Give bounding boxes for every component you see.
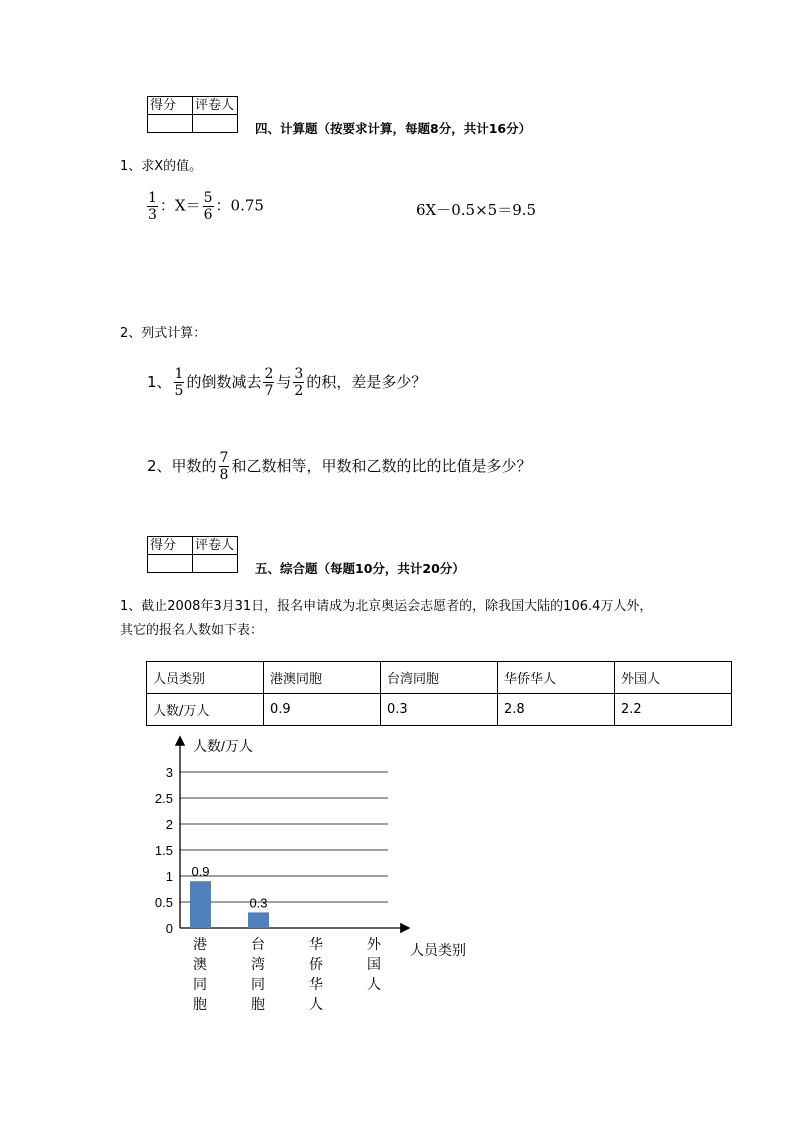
x-category-char: 湾 (251, 957, 265, 973)
y-tick-label: 0 (165, 921, 173, 936)
y-tick-label: 1.5 (154, 843, 173, 858)
x-category-char: 华 (309, 937, 323, 953)
fraction: $\frac{1}{5}$ (174, 366, 184, 399)
table-cell: 0.3 (381, 694, 498, 726)
x-category-char: 同 (193, 977, 207, 993)
table-cell: 2.8 (498, 694, 615, 726)
x-category-char: 人 (367, 977, 381, 993)
x-axis-label: 人员类别 (410, 942, 466, 958)
fraction: $\frac{3}{2}$ (294, 366, 304, 399)
table-cell: 华侨华人 (498, 662, 615, 694)
x-category-char: 国 (367, 957, 381, 973)
x-category-char: 侨 (309, 957, 323, 973)
x-category-char: 台 (251, 937, 265, 953)
y-axis-label: 人数/万人 (193, 738, 253, 754)
table-cell: 台湾同胞 (381, 662, 498, 694)
section5-title: 五、综合题（每题10分，共计20分） (255, 561, 465, 576)
bar-data-label: 0.9 (191, 864, 210, 880)
table-cell: 人数/万人 (147, 694, 264, 726)
y-tick-label: 0.5 (154, 895, 173, 910)
q2-sub2: 2、甲数的 $\frac{7}{8}$ 和乙数相等，甲数和乙数的比的比值是多少？ (147, 450, 532, 483)
equation-1: $\frac{1}{3}$ ：X＝ $\frac{5}{6}$ ：0.75 (148, 190, 264, 223)
x-category-char: 澳 (193, 957, 207, 973)
table-cell: 港澳同胞 (264, 662, 381, 694)
x-category-char: 胞 (251, 997, 265, 1013)
table-cell: 0.9 (264, 694, 381, 726)
x-category-char: 同 (251, 977, 265, 993)
y-tick-label: 3 (165, 765, 173, 780)
x-category-char: 人 (309, 997, 323, 1013)
fraction: $\frac{5}{6}$ (203, 190, 213, 223)
x-category-label (192, 935, 208, 1015)
x-category-char: 胞 (193, 997, 207, 1013)
section4-q2-label: 2、列式计算： (120, 326, 207, 341)
table-cell: 人员类别 (147, 662, 264, 694)
fraction: $\frac{7}{8}$ (219, 450, 229, 483)
section4-title: 四、计算题（按要求计算，每题8分，共计16分） (255, 121, 532, 136)
x-category-label (250, 935, 266, 1015)
y-tick-label: 2 (165, 817, 173, 832)
bar (248, 912, 269, 928)
x-category-char: 港 (193, 937, 207, 953)
section4-q1-label: 1、求X的值。 (120, 159, 203, 174)
table-cell: 外国人 (615, 662, 732, 694)
x-category-label (366, 935, 382, 995)
grader-label: 评卷人 (193, 97, 238, 115)
bar-data-label: 0.3 (249, 895, 268, 911)
chart-gridlines (180, 772, 388, 902)
fraction: $\frac{1}{3}$ (148, 190, 157, 223)
table-cell: 2.2 (615, 694, 732, 726)
grader-label: 评卷人 (193, 537, 238, 555)
q2-sub1: 1、 $\frac{1}{5}$ 的倒数减去 $\frac{2}{7}$ 与 $\frac{3}{2}$ 的积，差是多少？ (147, 366, 427, 399)
x-category-label (308, 935, 324, 1015)
score-label: 得分 (148, 537, 193, 555)
bar (190, 881, 211, 928)
y-tick-label: 1 (165, 869, 173, 884)
y-tick-label: 2.5 (154, 791, 173, 806)
score-label: 得分 (148, 97, 193, 115)
section5-q1-line1: 1、截止2008年3月31日，报名申请成为北京奥运会志愿者的，除我国大陆的106.4万人外， (120, 599, 653, 614)
equation-2: 6X－0.5×5＝9.5 (416, 201, 537, 219)
y-ticks (155, 765, 173, 936)
section5-q1-line2: 其它的报名人数如下表： (120, 623, 264, 638)
bars (190, 864, 269, 928)
fraction: $\frac{2}{7}$ (264, 366, 274, 399)
x-category-char: 外 (367, 937, 381, 953)
x-category-char: 华 (309, 977, 323, 993)
